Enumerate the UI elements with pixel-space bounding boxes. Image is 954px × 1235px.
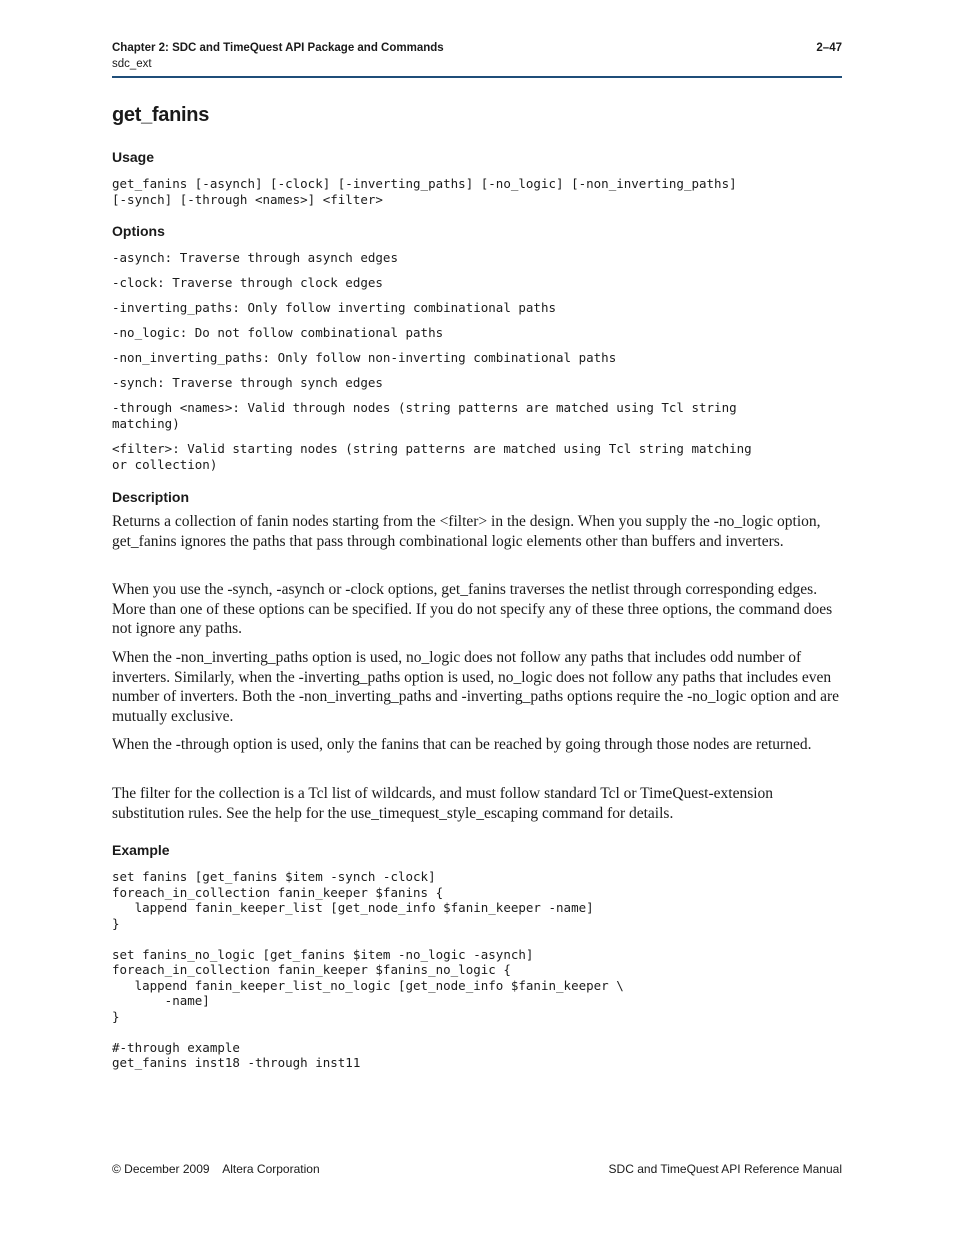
option-filter: <filter>: Valid starting nodes (string patterns are matched using Tcl string matching or collection) bbox=[112, 441, 752, 472]
footer-copyright: © December 2009 Altera Corporation bbox=[112, 1162, 320, 1176]
option-synch: -synch: Traverse through synch edges bbox=[112, 375, 383, 390]
example-code: set fanins [get_fanins $item -synch -clock] foreach_in_collection fanin_keeper $fanins { lappend fanin_keeper_list [get_node_info $fanin_keeper -name] } set fanins_no_logic [get_fanins $item -no_logic -asynch] foreach_in_collection fanin_keeper $fanins_no_logic { lappend fanin_keeper_list_no_logic [get_node_info $fanin_keeper \ -name] } #-through example get_fanins inst18 -through inst11 bbox=[112, 869, 624, 1070]
usage-syntax: get_fanins [-asynch] [-clock] [-inverting_paths] [-no_logic] [-non_inverting_paths] [-synch] [-through <names>] <filter> bbox=[112, 176, 737, 207]
usage-heading: Usage bbox=[112, 149, 155, 165]
options-heading: Options bbox=[112, 223, 165, 239]
description-heading: Description bbox=[112, 489, 190, 505]
header-rule bbox=[112, 76, 842, 78]
option-through: -through <names>: Valid through nodes (string patterns are matched using Tcl string matching) bbox=[112, 400, 737, 431]
description-paragraph: When the -through option is used, only the fanins that can be reached by going through those nodes are returned. bbox=[112, 736, 812, 753]
option-clock: -clock: Traverse through clock edges bbox=[112, 275, 383, 290]
footer-manual-title: SDC and TimeQuest API Reference Manual bbox=[608, 1162, 842, 1176]
option-asynch: -asynch: Traverse through asynch edges bbox=[112, 250, 398, 265]
option-non-inverting-paths: -non_inverting_paths: Only follow non-inverting combinational paths bbox=[112, 350, 617, 365]
option-no-logic: -no_logic: Do not follow combinational paths bbox=[112, 325, 444, 340]
description-paragraph: When the -non_inverting_paths option is used, no_logic does not follow any paths that includes odd number of inverters. Similarly, when the -inverting_paths option is used, no_logic does not follow any paths that includes even number of inverters. Both the -non_inverting_paths and -inverting_paths options require the -no_logic option and are mutually exclusive. bbox=[112, 649, 840, 725]
description-paragraph: When you use the -synch, -asynch or -clock options, get_fanins traverses the netlist through corresponding edges. More than one of these options can be specified. If you do not specify any of these three options, the command does not ignore any paths. bbox=[112, 581, 833, 637]
header-chapter: Chapter 2: SDC and TimeQuest API Package and Commands bbox=[112, 42, 444, 54]
description-paragraph: Returns a collection of fanin nodes starting from the <filter> in the design. When you supply the -no_logic option, get_fanins ignores the paths that pass through combinational logic elements other than buffers and inverters. bbox=[112, 513, 821, 550]
header-section: sdc_ext bbox=[112, 58, 152, 70]
header-page-number: 2–47 bbox=[816, 42, 842, 54]
page-title: get_fanins bbox=[112, 104, 210, 126]
document-page bbox=[112, 0, 842, 1235]
description-paragraph: The filter for the collection is a Tcl list of wildcards, and must follow standard Tcl or TimeQuest-extension substitution rules. See the help for the use_timequest_style_escaping command for details. bbox=[112, 785, 774, 822]
example-heading: Example bbox=[112, 842, 170, 858]
option-inverting-paths: -inverting_paths: Only follow inverting combinational paths bbox=[112, 300, 557, 315]
